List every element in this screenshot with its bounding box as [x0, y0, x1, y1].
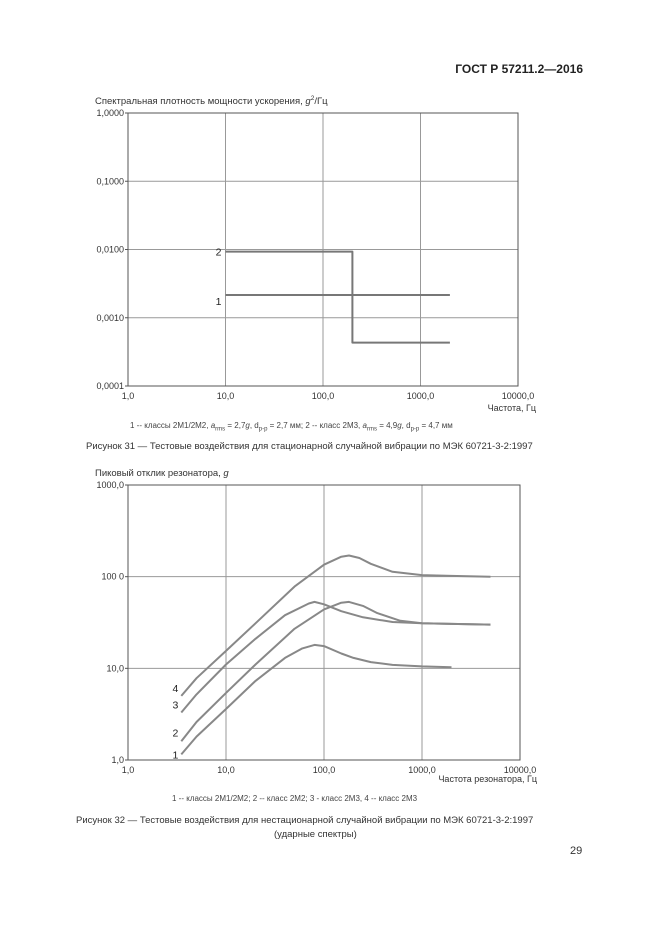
fig32-x-tick-label: 100,0	[312, 765, 336, 775]
fig32-series-3-label: 3	[172, 699, 179, 712]
figure-31-caption: Рисунок 31 — Тестовые воздействия для стационарной случайной вибрации по МЭК 60721-3-2:1997	[86, 441, 533, 452]
fig31-legend: 1 ‑‑ классы 2М1/2М2, $a_{rms} = 2,7g$, $d_{p-p} = 2,7$ мм; 2 ‑‑ класс 2М3, $a_{rms} = 4,9g$, $d_{p-p} = 4,7$ мм	[130, 421, 453, 433]
fig32-series-4-label: 4	[172, 682, 179, 695]
fig32-x-tick-label: 1000,0	[408, 765, 436, 775]
fig32-y-tick-label: 1000,0	[96, 480, 124, 490]
fig32-legend: 1 ‑‑ классы 2М1/2М2; 2 ‑‑ класс 2М2; 3 ‑ класс 2М3, 4 ‑‑ класс 2М3	[172, 794, 418, 803]
fig31-y-tick-label: 0,0010	[96, 312, 124, 323]
fig32-x-tick-label: 10000,0	[503, 765, 537, 775]
figure-32-caption-line2: (ударные спектры)	[274, 829, 357, 840]
fig31-x-tick-label: 1,0	[121, 391, 135, 401]
fig31-x-tick-label: 100,0	[311, 391, 335, 401]
fig32-y-axis-label: Пиковый отклик резонатора, g	[95, 468, 229, 479]
standard-number: ГОСТ Р 57211.2—2016	[455, 62, 583, 76]
fig31-x-tick-label: 10000,0	[501, 391, 535, 401]
fig31-x-axis-label: Частота, Гц	[487, 403, 536, 413]
fig31-series-1-label: 1	[215, 296, 222, 308]
fig31-series-2-label: 2	[215, 246, 222, 259]
fig31-x-tick-label: 10,0	[216, 391, 235, 401]
page-number: 29	[570, 845, 583, 857]
fig32-x-tick-label: 1,0	[121, 765, 135, 775]
fig31-y-tick-label: 1,0000	[96, 108, 124, 118]
fig31-y-tick-label: 0,0100	[96, 244, 124, 255]
fig31-x-tick-label: 1000,0	[406, 391, 435, 401]
fig31-y-tick-label: 0,1000	[96, 176, 124, 187]
figure-32-caption: Рисунок 32 — Тестовые воздействия для нестационарной случайной вибрации по МЭК 60721-3-2:1997	[76, 815, 534, 826]
fig32-y-tick-label: 1,0	[111, 755, 124, 765]
fig32-x-tick-label: 10,0	[217, 765, 235, 775]
fig31-y-axis-label: Спектральная плотность мощности ускорения, $g^2/Гц$	[95, 95, 328, 107]
fig32-y-tick-label: 10,0	[106, 663, 124, 674]
fig32-y-tick-label: 100 0	[101, 571, 124, 582]
fig32-x-axis-label: Частота резонатора, Гц	[438, 774, 537, 784]
fig32-series-1-label: 1	[172, 749, 179, 762]
fig31-y-tick-label: 0,0001	[96, 381, 124, 391]
fig32-series-2-label: 2	[172, 727, 179, 740]
fig31-series-2-line	[226, 252, 450, 343]
